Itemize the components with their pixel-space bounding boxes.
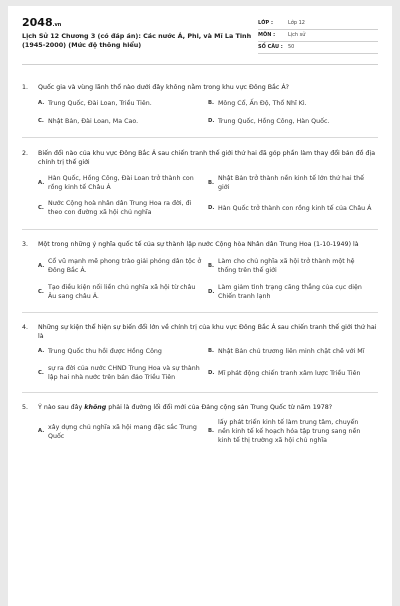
option-c[interactable] [38, 117, 208, 126]
document-page [8, 6, 392, 606]
meta-row-grade [258, 18, 378, 30]
option-letter: D. [208, 288, 215, 295]
option-letter: B. [208, 179, 215, 186]
option-text: Nước Cộng hoà nhân dân Trung Hoa ra đời, đi theo con đường xã hội chủ nghĩa [48, 200, 192, 216]
question-text [22, 403, 378, 412]
option-text: lấy phát triển kinh tế làm trung tâm, chuyển nền kinh tế kế hoạch hóa tập trung sang nền kinh tế thị trường xã hội chủ nghĩa [218, 419, 361, 444]
question-text [22, 83, 378, 92]
option-letter: A. [38, 100, 45, 106]
question-text [22, 323, 378, 341]
option-b[interactable] [208, 99, 378, 108]
question-text-part: phải là đường lối đổi mới của Đảng cộng sản Trung Quốc từ năm 1978? [106, 404, 333, 411]
question-body [38, 403, 378, 412]
option-letter: A. [38, 179, 45, 186]
question-text-part: Ý nào sau đây [38, 404, 85, 411]
option-c[interactable] [38, 199, 208, 217]
option-b[interactable] [208, 347, 378, 356]
option-text: Trung Quốc, Hồng Công, Hàn Quốc. [218, 118, 330, 125]
option-a[interactable] [38, 347, 208, 356]
options [22, 257, 378, 301]
options [22, 99, 378, 126]
meta-value: Lịch sử [288, 32, 306, 38]
question-text [22, 149, 378, 167]
option-c[interactable] [38, 364, 208, 382]
question-text [22, 240, 378, 249]
options [22, 174, 378, 217]
option-letter: C. [38, 288, 44, 295]
meta-table [258, 18, 378, 54]
meta-value: 50 [288, 44, 295, 50]
option-text: Làm giảm tình trạng căng thẳng của cục diện Chiến tranh lạnh [218, 284, 362, 300]
option-d[interactable] [208, 199, 378, 217]
option-text: Cổ vũ mạnh mẽ phong trào giải phóng dân tộc ở Đông Bắc Á. [48, 258, 202, 274]
option-a[interactable] [38, 174, 208, 192]
question-4 [22, 313, 378, 382]
option-letter: D. [208, 369, 215, 376]
option-text: Làm cho chủ nghĩa xã hội trở thành một hệ thống trên thế giới [218, 258, 355, 274]
options [22, 418, 378, 445]
option-text: sự ra đời của nước CHND Trung Hoa và sự thành lập hai nhà nước trên bán đảo Triều Tiên [48, 365, 200, 381]
option-d[interactable] [208, 364, 378, 382]
meta-value: Lớp 12 [288, 20, 305, 26]
question-number: 3. [22, 241, 29, 248]
logo-suffix: .vn [52, 22, 62, 28]
option-d[interactable] [208, 117, 378, 126]
option-text: Nhật Bản, Đài Loan, Ma Cao. [48, 118, 139, 125]
question-2 [22, 138, 378, 217]
option-letter: B. [208, 100, 215, 106]
option-a[interactable] [38, 99, 208, 108]
option-text: Trung Quốc, Đài Loan, Triều Tiên. [48, 100, 152, 107]
question-number: 4. [22, 324, 29, 331]
meta-key: LỚP : [258, 20, 273, 26]
option-letter: B. [208, 348, 215, 354]
meta-key: SỐ CÂU : [258, 44, 283, 50]
option-b[interactable] [208, 418, 378, 445]
option-d[interactable] [208, 283, 378, 301]
option-letter: A. [38, 348, 45, 354]
option-text: Nhật Bản chủ trương liên minh chặt chẽ với Mĩ [218, 348, 365, 355]
option-letter: C. [38, 118, 44, 124]
option-b[interactable] [208, 257, 378, 275]
site-logo[interactable] [22, 16, 252, 29]
option-letter: D. [208, 118, 215, 124]
option-b[interactable] [208, 174, 378, 192]
document-header [22, 16, 378, 54]
option-text: Tạo điều kiện nối liền chủ nghĩa xã hội từ châu Âu sang châu Á. [48, 284, 196, 300]
meta-row-count [258, 42, 378, 54]
option-letter: C. [38, 204, 44, 211]
option-text: xây dựng chủ nghĩa xã hội mang đặc sắc Trung Quốc [48, 423, 197, 440]
option-letter: A. [38, 428, 45, 434]
option-letter: B. [208, 428, 215, 434]
option-text: Mông Cổ, Ấn Độ, Thổ Nhĩ Kì. [218, 100, 307, 107]
option-a[interactable] [38, 418, 208, 445]
option-text: Hàn Quốc trở thành con rồng kinh tế của Châu Á [218, 204, 372, 212]
option-text: Hàn Quốc, Hồng Công, Đài Loan trở thành con rồng kinh tế Châu Á [48, 175, 194, 191]
question-5 [22, 393, 378, 445]
option-letter: B. [208, 262, 215, 269]
option-text: Trung Quốc thu hồi được Hồng Công [48, 348, 162, 355]
option-text: Nhật Bản trở thành nền kinh tế lớn thứ hai thế giới [218, 175, 364, 191]
document-title: Lịch Sử 12 Chương 3 (có đáp án): Các nước Á, Phi, và Mĩ La Tinh (1945-2000) (Mức độ thông hiểu) [22, 32, 252, 49]
options [22, 347, 378, 382]
question-number: 2. [22, 150, 29, 157]
option-text: Mĩ phát động chiến tranh xâm lược Triều Tiên [218, 369, 361, 377]
question-3 [22, 230, 378, 301]
question-1 [22, 65, 378, 126]
question-body: Những sự kiện thể hiện sự biến đổi lớn về chính trị của khu vực Đông Bắc Á sau chiến tranh thế giới thứ hai là [38, 324, 377, 340]
option-c[interactable] [38, 283, 208, 301]
question-body: Biến đổi nào của khu vực Đông Bắc Á sau chiến tranh thế giới thứ hai đã góp phần làm thay đổi bản đồ địa chính trị thế giới [38, 150, 376, 166]
question-emphasis: không [84, 404, 107, 411]
question-body: Quốc gia và vùng lãnh thổ nào dưới đây không nằm trong khu vực Đông Bắc Á? [38, 84, 289, 91]
question-body: Một trong những ý nghĩa quốc tế của sự thành lập nước Cộng hòa Nhân dân Trung Hoa (1-10-1949) là [38, 241, 359, 248]
option-letter: C. [38, 369, 44, 376]
meta-key: MÔN : [258, 32, 276, 38]
header-left [22, 16, 252, 50]
option-letter: A. [38, 262, 45, 269]
option-letter: D. [208, 204, 215, 211]
question-number: 1. [22, 84, 29, 91]
meta-row-subject [258, 30, 378, 42]
question-number: 5. [22, 404, 29, 411]
logo-main: 2048 [22, 16, 53, 29]
option-a[interactable] [38, 257, 208, 275]
